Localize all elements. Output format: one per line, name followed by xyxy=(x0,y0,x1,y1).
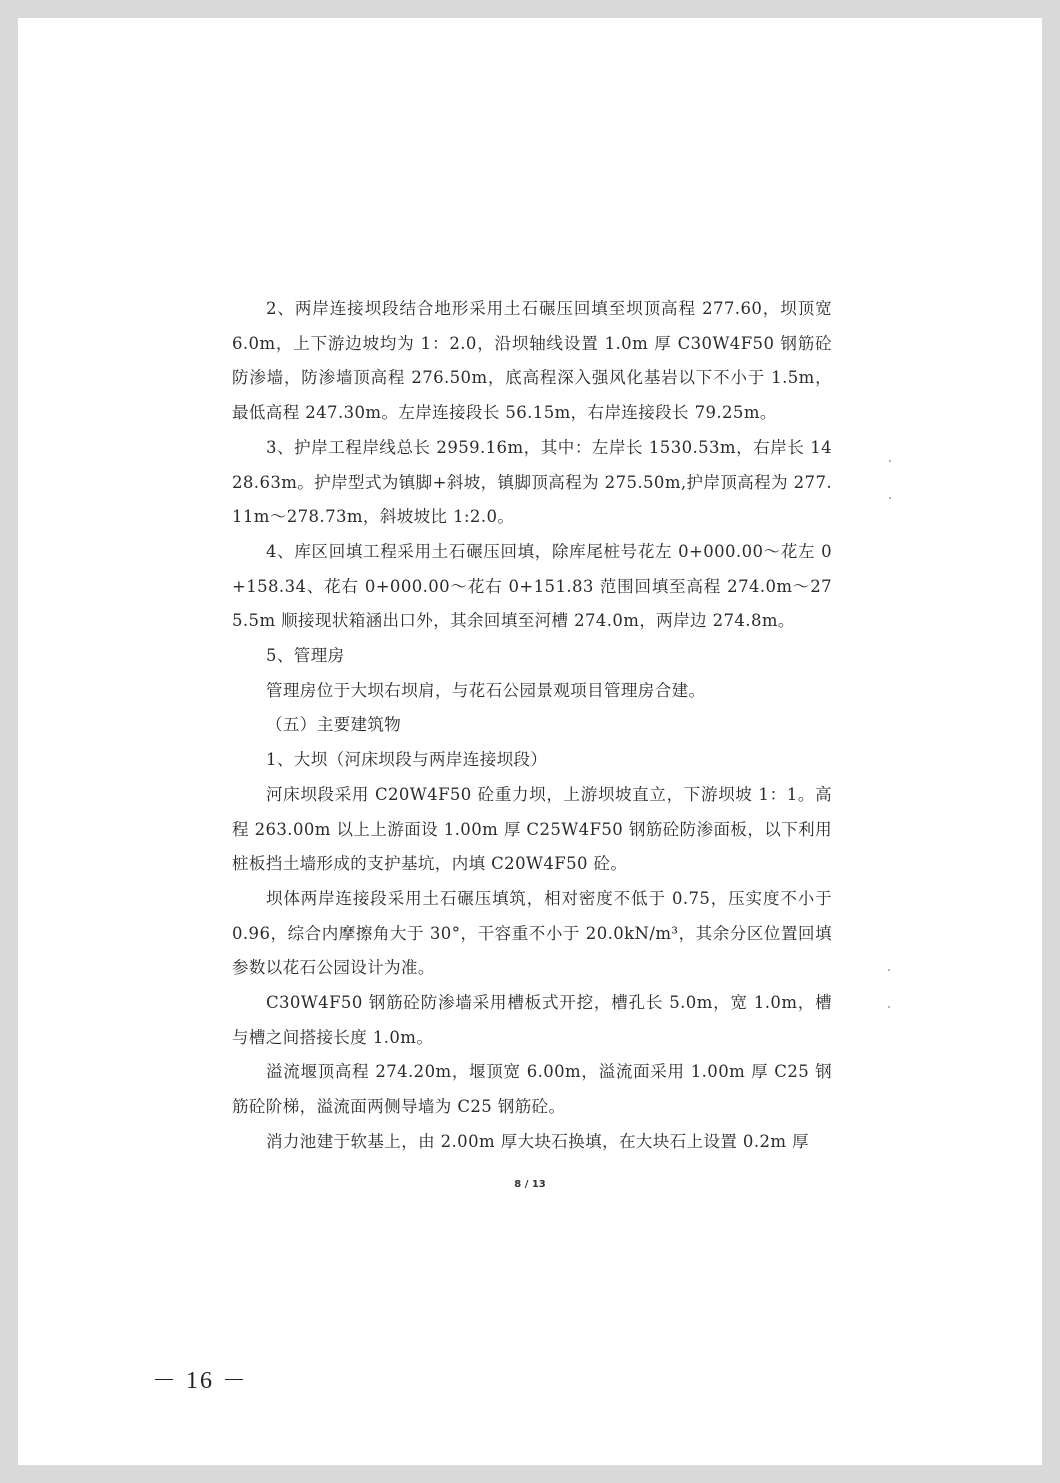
document-page-number: － 16 － xyxy=(152,1368,248,1394)
heading-management-house: 5、管理房 xyxy=(266,646,345,666)
paragraph-dam-connection: 2、两岸连接坝段结合地形采用土石碾压回填至坝顶高程 277.60，坝顶宽 6.0m，上下游边坡均为 1：2.0，沿坝轴线设置 1.0m 厚 C30W4F50 钢筋砼防渗墙，防渗墙顶高程 276.50m，底高程深入强风化基岩以下不小于 1.5m，最低高程 247.30m。左岸连接段长 56.15m，右岸连接段长 79.25m。 xyxy=(232,299,832,423)
paragraph-management-house: 管理房位于大坝右坝肩，与花石公园景观项目管理房合建。 xyxy=(266,680,706,700)
paragraph-bank-protection: 3、护岸工程岸线总长 2959.16m，其中：左岸长 1530.53m，右岸长 1428.63m。护岸型式为镇脚+斜坡，镇脚顶高程为 275.50m,护岸顶高程为 277.11m～278.73m，斜坡坡比 1:2.0。 xyxy=(232,437,832,527)
paragraph-stilling-basin: 消力池建于软基上，由 2.00m 厚大块石换填，在大块石上设置 0.2m 厚 xyxy=(266,1131,809,1151)
paragraph-spillway: 溢流堰顶高程 274.20m，堰顶宽 6.00m，溢流面采用 1.00m 厚 C25 钢筋砼阶梯，溢流面两侧导墙为 C25 钢筋砼。 xyxy=(232,1062,832,1117)
scan-speck xyxy=(889,460,891,462)
heading-dam: 1、大坝（河床坝段与两岸连接坝段） xyxy=(266,750,548,770)
paragraph-dam-fill: 坝体两岸连接段采用土石碾压填筑，相对密度不低于 0.75，压实度不小于 0.96，综合内摩擦角大于 30°，干容重不小于 20.0kN/m³，其余分区位置回填参数以花石公园设计为准。 xyxy=(232,888,832,978)
scan-speck xyxy=(888,1006,890,1008)
paragraph-cutoff-wall: C30W4F50 钢筋砼防渗墙采用槽板式开挖，槽孔长 5.0m，宽 1.0m，槽与槽之间搭接长度 1.0m。 xyxy=(232,993,832,1047)
scan-page-number: 8 / 13 xyxy=(514,1179,546,1190)
heading-main-structures: （五）主要建筑物 xyxy=(266,715,402,735)
scan-speck xyxy=(888,969,890,971)
body-text xyxy=(232,292,832,1160)
paragraph-riverbed-dam: 河床坝段采用 C20W4F50 砼重力坝，上游坝坡直立，下游坝坡 1：1。高程 263.00m 以上上游面设 1.00m 厚 C25W4F50 钢筋砼防渗面板，以下利用桩板挡土墙形成的支护基坑，内填 C20W4F50 砼。 xyxy=(232,784,832,874)
scan-speck xyxy=(889,497,891,499)
paragraph-reservoir-backfill: 4、库区回填工程采用土石碾压回填，除库尾桩号花左 0+000.00～花左 0+158.34、花右 0+000.00～花右 0+151.83 范围回填至高程 274.0m～275.5m 顺接现状箱涵出口外，其余回填至河槽 274.0m，两岸边 274.8m。 xyxy=(232,541,832,631)
